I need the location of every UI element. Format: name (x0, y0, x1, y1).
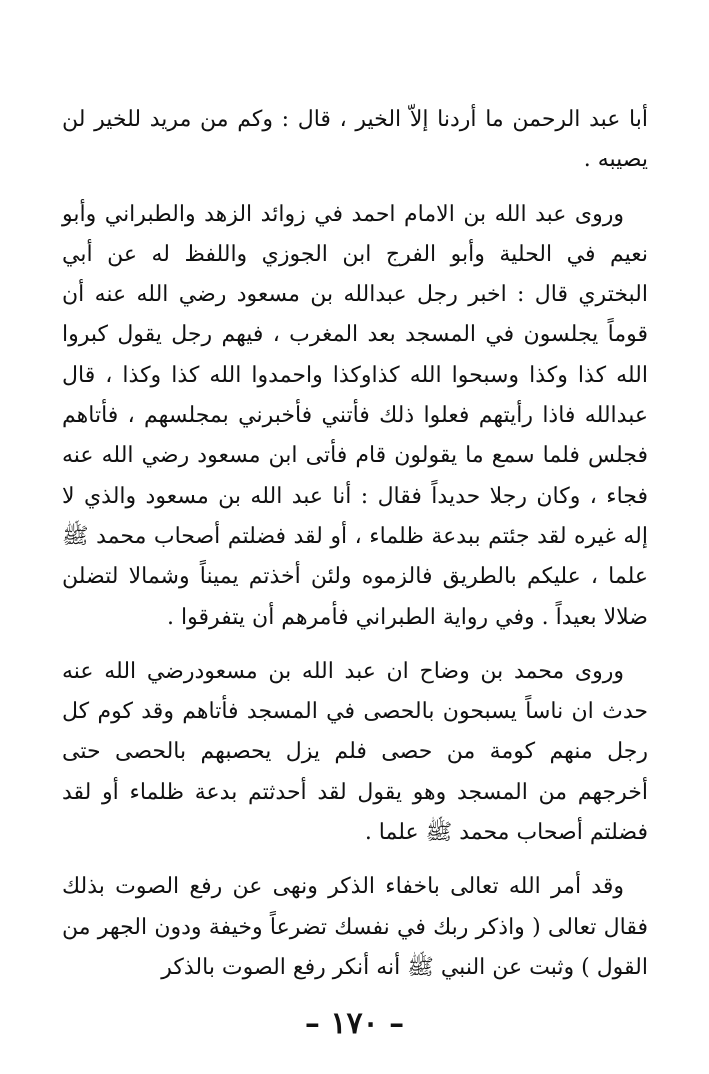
paragraph-4: وقد أمر الله تعالى باخفاء الذكر ونهى عن رفع الصوت بذلك فقال تعالى ( واذكر ربك في نفسك تضرعاً وخيفة ودون الجهر من القول ) وثبت عن النبي ﷺ أنه أنكر رفع الصوت بالذكر (62, 874, 648, 980)
paragraph-3: وروى محمد بن وضاح ان عبد الله بن مسعودرضي الله عنه حدث ان ناساً يسبحون بالحصى في المسجد فأتاهم وقد كوم كل رجل منهم كومة من حصى فلم يزل يحصبهم بالحصى حتى أخرجهم من المسجد وهو يقول لقد أحدثتم بدعة ظلماء أو لقد فضلتم أصحاب محمد ﷺ علما . (62, 658, 648, 846)
paragraph-2: وروى عبد الله بن الامام احمد في زوائد الزهد والطبراني وأبو نعيم في الحلية وأبو الفرج ابن الجوزي واللفظ له عن أبي البختري قال : اخبر رجل عبدالله بن مسعود رضي الله عنه أن قوماً يجلسون في المسجد بعد المغرب ، فيهم رجل يقول كبروا الله كذا وكذا وسبحوا الله كذاوكذا واحمدوا الله كذا وكذا ، قال عبدالله فاذا رأيتهم فعلوا ذلك فأتني فأخبرني بمجلسهم ، فأتاهم فجلس فلما سمع ما يقولون قام فأتى ابن مسعود رضي الله عنه فجاء ، وكان رجلا حديداً فقال : أنا عبد الله بن مسعود والذي لا إله غيره لقد جئتم ببدعة ظلماء ، أو لقد فضلتم أصحاب محمد ﷺ علما ، عليكم بالطريق فالزموه ولئن أخذتم يميناً وشمالا لتضلن ضلالا بعيداً . وفي رواية الطبراني فأمرهم أن يتفرقوا . (62, 201, 648, 630)
page-number: – ١٧٠ – (304, 1006, 405, 1041)
paragraph-1: أبا عبد الرحمن ما أردنا إلاّ الخير ، قال : وكم من مريد للخير لن يصيبه . (62, 107, 648, 173)
page-body (62, 100, 648, 988)
